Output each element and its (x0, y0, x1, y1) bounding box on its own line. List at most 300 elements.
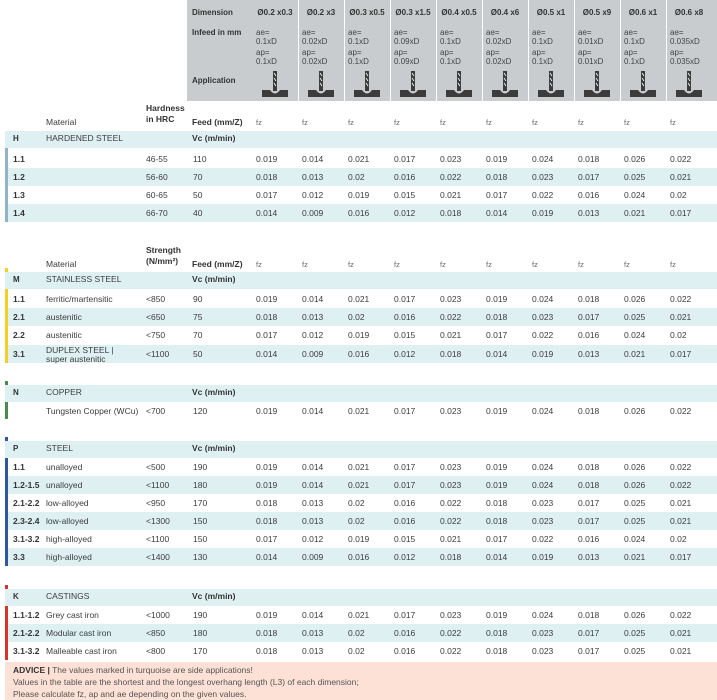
row-vc: 130 (193, 552, 208, 562)
row-code: 1.2 (13, 172, 25, 182)
fz-value: 0.018 (486, 628, 508, 638)
fz-value: 0.025 (624, 172, 646, 182)
milling-application-icon (536, 70, 566, 98)
dimension-value: Ø0.2 x0.3 (257, 8, 293, 17)
fz-value: 0.024 (532, 154, 554, 164)
milling-application-icon (490, 70, 520, 98)
row-property: <1100 (146, 534, 170, 544)
fz-value: 0.017 (578, 172, 600, 182)
group-key: M (13, 275, 20, 284)
fz-value: 0.022 (440, 172, 462, 182)
dimension-column (298, 0, 344, 101)
row-property: <1100 (146, 480, 170, 490)
group-name: STAINLESS STEEL (46, 274, 122, 284)
row-material: Modular cast iron (46, 628, 112, 638)
row-vc: 75 (193, 312, 203, 322)
row-vc: 190 (193, 462, 208, 472)
advice-line-1: The values marked in turquoise are side applications! (52, 665, 253, 675)
row-property: <700 (146, 406, 166, 416)
ae-value: ae= 0.02xD (302, 28, 328, 46)
fz-value: 0.021 (348, 154, 370, 164)
advice-line-2: Values in the table are the shortest and the longest overhang length (L3) of each dimension; (13, 677, 359, 687)
row-material: unalloyed (46, 480, 83, 490)
row-material: austenitic (46, 330, 82, 340)
fz-value: 0.021 (670, 516, 692, 526)
fz-value: 0.02 (348, 646, 365, 656)
row-material: low-alloyed (46, 516, 89, 526)
fz-value: 0.018 (440, 349, 462, 359)
fz-value: 0.019 (256, 462, 278, 472)
row-vc: 40 (193, 208, 203, 218)
fz-value: 0.019 (348, 330, 370, 340)
fz-label: fz (486, 118, 492, 127)
table-row (8, 512, 717, 530)
table-row (8, 345, 717, 363)
fz-value: 0.02 (670, 190, 687, 200)
fz-value: 0.013 (578, 208, 600, 218)
fz-value: 0.014 (302, 154, 324, 164)
fz-value: 0.018 (486, 172, 508, 182)
table-row (8, 476, 717, 494)
row-vc: 150 (193, 516, 208, 526)
fz-value: 0.024 (624, 330, 646, 340)
table-row (8, 402, 717, 420)
material-group-header (5, 131, 717, 148)
ap-value: ap= 0.1xD (532, 48, 553, 66)
fz-value: 0.023 (440, 480, 462, 490)
dimension-header (187, 0, 717, 101)
fz-value: 0.022 (670, 294, 692, 304)
fz-value: 0.022 (532, 330, 554, 340)
milling-application-icon (352, 70, 382, 98)
dimension-value: Ø0.5 x1 (536, 8, 566, 17)
fz-value: 0.02 (670, 330, 687, 340)
fz-value: 0.024 (624, 190, 646, 200)
row-vc: 150 (193, 534, 208, 544)
fz-value: 0.018 (486, 646, 508, 656)
fz-value: 0.023 (532, 498, 554, 508)
fz-value: 0.024 (532, 610, 554, 620)
ap-value: ap= 0.1xD (348, 48, 369, 66)
row-property: <850 (146, 294, 166, 304)
material-column-header: Material (46, 259, 77, 269)
row-material: Tungsten Copper (WCu) (46, 406, 139, 416)
fz-value: 0.023 (532, 516, 554, 526)
fz-value: 0.013 (302, 312, 324, 322)
row-code: 2.1-2.2 (13, 498, 40, 508)
dimension-value: Ø0.6 x8 (674, 8, 704, 17)
fz-value: 0.013 (302, 516, 324, 526)
fz-value: 0.021 (624, 349, 646, 359)
row-vc: 170 (193, 646, 208, 656)
fz-value: 0.024 (624, 534, 646, 544)
group-key: P (13, 444, 19, 453)
material-column-header: Material (46, 117, 77, 127)
row-code: 1.1 (13, 462, 25, 472)
fz-label: fz (578, 118, 584, 127)
dimension-value: Ø0.5 x9 (582, 8, 612, 17)
fz-value: 0.015 (394, 534, 416, 544)
fz-value: 0.023 (440, 406, 462, 416)
ap-value: ap= 0.02xD (486, 48, 512, 66)
vc-label: Vc (m/min) (192, 591, 236, 601)
fz-value: 0.019 (486, 610, 508, 620)
fz-value: 0.02 (348, 172, 365, 182)
fz-value: 0.023 (532, 628, 554, 638)
row-code: 2.3-2.4 (13, 516, 40, 526)
fz-value: 0.019 (256, 610, 278, 620)
fz-value: 0.019 (486, 154, 508, 164)
fz-value: 0.019 (256, 480, 278, 490)
fz-value: 0.019 (348, 190, 370, 200)
dimension-column (390, 0, 436, 101)
fz-value: 0.024 (532, 480, 554, 490)
row-property: 60-65 (146, 190, 168, 200)
dimension-column (666, 0, 712, 101)
fz-value: 0.018 (256, 628, 278, 638)
fz-value: 0.021 (440, 330, 462, 340)
fz-value: 0.021 (348, 480, 370, 490)
fz-value: 0.016 (578, 190, 600, 200)
milling-application-icon (444, 70, 474, 98)
fz-value: 0.022 (670, 480, 692, 490)
dimension-value: Ø0.4 x0.5 (441, 8, 477, 17)
property-column-header: Strength (N/mm²) (146, 245, 181, 266)
fz-value: 0.026 (624, 294, 646, 304)
table-row (8, 308, 717, 326)
row-material: unalloyed (46, 462, 83, 472)
fz-value: 0.017 (394, 406, 416, 416)
fz-value: 0.016 (578, 330, 600, 340)
fz-value: 0.017 (578, 498, 600, 508)
fz-value: 0.016 (394, 312, 416, 322)
infeed-label: Infeed in mm (192, 28, 242, 37)
row-property: 66-70 (146, 208, 168, 218)
fz-value: 0.017 (394, 294, 416, 304)
fz-label: fz (486, 260, 492, 269)
fz-label: fz (302, 260, 308, 269)
fz-label: fz (394, 118, 400, 127)
fz-value: 0.014 (302, 462, 324, 472)
fz-value: 0.014 (302, 294, 324, 304)
fz-value: 0.018 (486, 312, 508, 322)
fz-value: 0.017 (256, 534, 278, 544)
row-code: 2.1-2.2 (13, 628, 40, 638)
milling-application-icon (260, 70, 290, 98)
fz-value: 0.017 (670, 552, 692, 562)
fz-value: 0.02 (670, 534, 687, 544)
fz-value: 0.018 (256, 312, 278, 322)
dimension-column (344, 0, 390, 101)
material-group-header (5, 385, 717, 402)
row-material: Grey cast iron (46, 610, 99, 620)
row-property: <1100 (146, 349, 170, 359)
fz-value: 0.018 (578, 462, 600, 472)
dimension-column (574, 0, 620, 101)
application-label: Application (192, 76, 236, 85)
dimension-column (252, 0, 298, 101)
fz-value: 0.014 (486, 208, 508, 218)
dimension-column (620, 0, 666, 101)
dimension-column (482, 0, 528, 101)
fz-value: 0.014 (486, 349, 508, 359)
fz-value: 0.013 (302, 628, 324, 638)
fz-value: 0.022 (532, 190, 554, 200)
group-name: COPPER (46, 387, 82, 397)
fz-value: 0.022 (670, 462, 692, 472)
fz-value: 0.02 (348, 498, 365, 508)
fz-value: 0.019 (486, 462, 508, 472)
row-vc: 50 (193, 190, 203, 200)
fz-label: fz (532, 118, 538, 127)
fz-value: 0.022 (532, 534, 554, 544)
fz-value: 0.024 (532, 294, 554, 304)
row-material: high-alloyed (46, 552, 92, 562)
fz-value: 0.014 (486, 552, 508, 562)
fz-value: 0.018 (440, 552, 462, 562)
ap-value: ap= 0.09xD (394, 48, 420, 66)
ae-value: ae= 0.1xD (624, 28, 645, 46)
vc-label: Vc (m/min) (192, 443, 236, 453)
fz-value: 0.022 (440, 628, 462, 638)
row-vc: 110 (193, 154, 207, 164)
fz-value: 0.013 (302, 498, 324, 508)
ae-value: ae= 0.09xD (394, 28, 420, 46)
feed-column-header: Feed (mm/Z) (192, 117, 243, 127)
row-property: <950 (146, 498, 166, 508)
material-group-header (5, 441, 717, 458)
fz-value: 0.012 (394, 552, 416, 562)
fz-value: 0.02 (348, 628, 365, 638)
fz-value: 0.019 (486, 480, 508, 490)
fz-value: 0.009 (302, 349, 324, 359)
row-property: <1300 (146, 516, 170, 526)
fz-value: 0.017 (670, 208, 692, 218)
fz-label: fz (256, 118, 262, 127)
ap-value: ap= 0.01xD (578, 48, 604, 66)
table-row (8, 186, 717, 204)
fz-label: fz (440, 118, 446, 127)
fz-value: 0.017 (486, 330, 508, 340)
milling-application-icon (582, 70, 612, 98)
fz-value: 0.02 (348, 516, 365, 526)
fz-label: fz (394, 260, 400, 269)
fz-value: 0.021 (440, 534, 462, 544)
feed-column-header: Feed (mm/Z) (192, 259, 243, 269)
fz-value: 0.016 (578, 534, 600, 544)
milling-application-icon (306, 70, 336, 98)
fz-value: 0.019 (532, 349, 554, 359)
fz-value: 0.017 (670, 349, 692, 359)
ap-value: ap= 0.1xD (624, 48, 645, 66)
fz-value: 0.026 (624, 462, 646, 472)
fz-value: 0.021 (348, 462, 370, 472)
row-property: <850 (146, 628, 166, 638)
row-vc: 170 (193, 498, 208, 508)
fz-value: 0.018 (256, 646, 278, 656)
row-property: 56-60 (146, 172, 168, 182)
table-row (8, 326, 717, 344)
table-row (8, 150, 717, 168)
fz-value: 0.016 (394, 646, 416, 656)
fz-value: 0.012 (394, 208, 416, 218)
row-material: DUPLEX STEEL | super austenitic (46, 345, 114, 364)
material-group-header (5, 589, 717, 606)
fz-value: 0.026 (624, 610, 646, 620)
fz-value: 0.025 (624, 312, 646, 322)
fz-value: 0.022 (440, 312, 462, 322)
row-property: <1400 (146, 552, 170, 562)
fz-value: 0.025 (624, 498, 646, 508)
fz-value: 0.017 (394, 480, 416, 490)
fz-value: 0.009 (302, 552, 324, 562)
row-code: 3.1-3.2 (13, 646, 40, 656)
fz-value: 0.023 (440, 462, 462, 472)
row-code: 1.1 (13, 154, 25, 164)
fz-value: 0.018 (578, 294, 600, 304)
table-row (8, 642, 717, 660)
fz-value: 0.019 (256, 406, 278, 416)
fz-label: fz (348, 118, 354, 127)
group-name: CASTINGS (46, 591, 90, 601)
ae-value: ae= 0.1xD (440, 28, 461, 46)
fz-value: 0.017 (578, 516, 600, 526)
fz-value: 0.014 (256, 208, 278, 218)
ap-value: ap= 0.1xD (440, 48, 461, 66)
fz-value: 0.016 (394, 172, 416, 182)
fz-value: 0.009 (302, 208, 324, 218)
row-property: <1000 (146, 610, 170, 620)
fz-value: 0.012 (302, 534, 324, 544)
fz-value: 0.024 (532, 462, 554, 472)
fz-value: 0.023 (440, 610, 462, 620)
fz-value: 0.017 (394, 610, 416, 620)
row-property: <750 (146, 330, 166, 340)
row-code: 1.1-1.2 (13, 610, 40, 620)
fz-value: 0.023 (532, 312, 554, 322)
ae-value: ae= 0.02xD (486, 28, 512, 46)
fz-value: 0.017 (394, 154, 416, 164)
ae-value: ae= 0.1xD (256, 28, 277, 46)
row-material: ferritic/martensitic (46, 294, 113, 304)
row-vc: 70 (193, 330, 203, 340)
fz-value: 0.019 (486, 406, 508, 416)
row-code: 1.3 (13, 190, 25, 200)
fz-value: 0.018 (578, 480, 600, 490)
fz-value: 0.023 (440, 154, 462, 164)
fz-value: 0.023 (440, 294, 462, 304)
row-vc: 180 (193, 480, 208, 490)
fz-value: 0.016 (394, 516, 416, 526)
dimension-value: Ø0.3 x0.5 (349, 8, 385, 17)
row-material: high-alloyed (46, 534, 92, 544)
fz-value: 0.022 (670, 154, 692, 164)
table-row (8, 606, 717, 624)
fz-label: fz (670, 118, 676, 127)
advice-line-3: Please calculate fz, ap and ae depending on the given values. (13, 689, 247, 699)
fz-value: 0.026 (624, 406, 646, 416)
fz-value: 0.014 (256, 552, 278, 562)
fz-value: 0.017 (256, 330, 278, 340)
fz-value: 0.017 (486, 190, 508, 200)
dimension-column (528, 0, 574, 101)
row-code: 2.1 (13, 312, 25, 322)
fz-label: fz (348, 260, 354, 269)
group-key: K (13, 592, 19, 601)
row-vc: 50 (193, 349, 203, 359)
group-key: H (13, 134, 19, 143)
fz-value: 0.022 (670, 406, 692, 416)
fz-value: 0.026 (624, 154, 646, 164)
fz-value: 0.021 (670, 498, 692, 508)
group-name: STEEL (46, 443, 73, 453)
fz-value: 0.018 (256, 172, 278, 182)
property-column-header: Hardness in HRC (146, 103, 185, 124)
fz-value: 0.017 (486, 534, 508, 544)
fz-value: 0.019 (486, 294, 508, 304)
fz-value: 0.016 (394, 498, 416, 508)
row-code: 3.3 (13, 552, 25, 562)
fz-value: 0.021 (440, 190, 462, 200)
milling-application-icon (674, 70, 704, 98)
table-row (8, 168, 717, 186)
fz-value: 0.018 (256, 516, 278, 526)
fz-value: 0.021 (348, 406, 370, 416)
fz-value: 0.018 (486, 516, 508, 526)
table-row (8, 548, 717, 566)
dimension-value: Ø0.2 x3 (306, 8, 336, 17)
row-code: 1.1 (13, 294, 25, 304)
fz-value: 0.021 (670, 172, 692, 182)
row-code: 3.1-3.2 (13, 534, 40, 544)
row-code: 1.4 (13, 208, 25, 218)
fz-value: 0.017 (578, 646, 600, 656)
fz-value: 0.018 (578, 154, 600, 164)
fz-value: 0.013 (578, 349, 600, 359)
fz-value: 0.015 (394, 190, 416, 200)
fz-value: 0.021 (348, 294, 370, 304)
fz-value: 0.016 (348, 349, 370, 359)
row-property: 46-55 (146, 154, 168, 164)
fz-value: 0.026 (624, 480, 646, 490)
table-row (8, 494, 717, 512)
fz-value: 0.018 (578, 610, 600, 620)
row-code: 1.2-1.5 (13, 480, 40, 490)
fz-label: fz (670, 260, 676, 269)
ap-value: ap= 0.1xD (256, 48, 277, 66)
fz-value: 0.013 (302, 172, 324, 182)
ae-value: ae= 0.035xD (670, 28, 700, 46)
row-vc: 120 (193, 406, 208, 416)
fz-value: 0.024 (532, 406, 554, 416)
row-material: austenitic (46, 312, 82, 322)
fz-value: 0.013 (302, 646, 324, 656)
fz-value: 0.015 (394, 330, 416, 340)
fz-value: 0.021 (348, 610, 370, 620)
table-row (8, 624, 717, 642)
row-material: low-alloyed (46, 498, 89, 508)
fz-value: 0.014 (302, 480, 324, 490)
fz-label: fz (302, 118, 308, 127)
group-name: HARDENED STEEL (46, 133, 123, 143)
fz-value: 0.018 (440, 208, 462, 218)
advice-title: ADVICE | (13, 665, 50, 675)
dimension-value: Ø0.3 x1.5 (395, 8, 431, 17)
row-property: <800 (146, 646, 166, 656)
fz-value: 0.017 (578, 628, 600, 638)
table-row (8, 530, 717, 548)
fz-value: 0.025 (624, 516, 646, 526)
